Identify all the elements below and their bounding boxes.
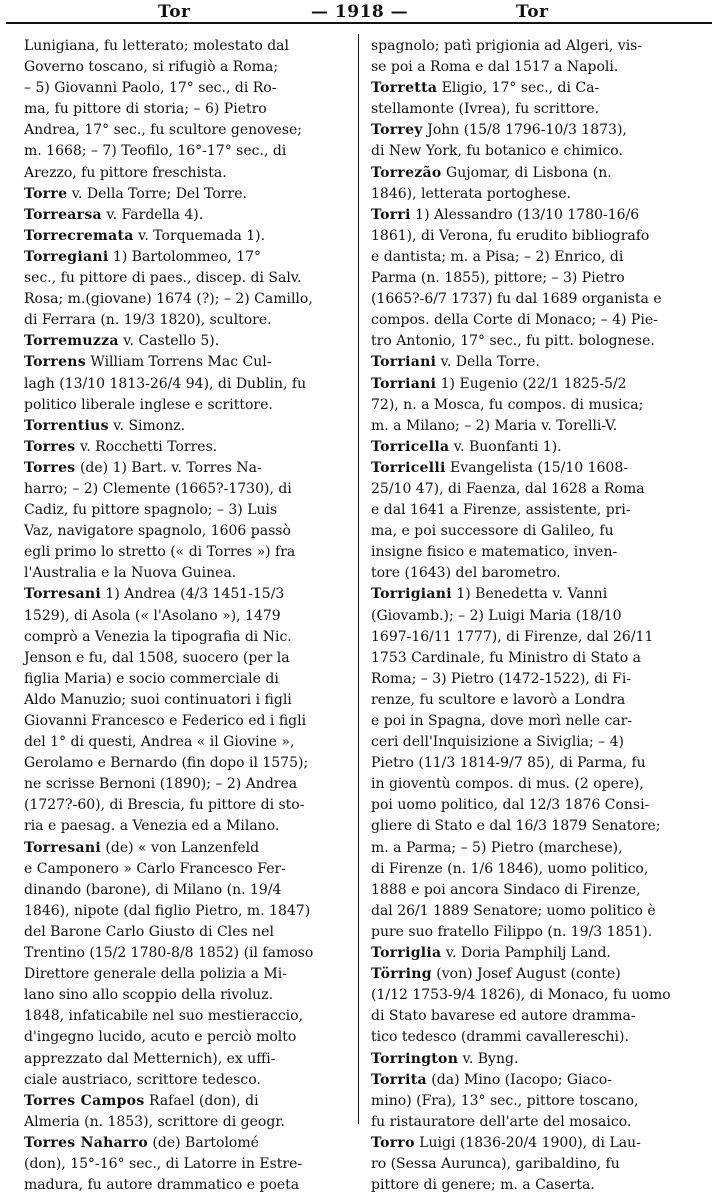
- left-column: [24, 36, 346, 1196]
- entry-text: (1/12 1753-9/4 1826), di Monaco, fu uomo: [371, 987, 671, 1004]
- entry-headword: Torricelli: [371, 459, 446, 476]
- text-line: [371, 1112, 693, 1133]
- text-line: [24, 352, 346, 373]
- entry-text: 72), n. a Mosca, fu compos. di musica;: [371, 396, 644, 413]
- text-line: [371, 1154, 693, 1175]
- entry-text: Roma; – 3) Pietro (1472-1522), di Fi-: [371, 670, 632, 687]
- text-line: [24, 36, 346, 57]
- entry-text: (1665?-6/7 1737) fu dal 1689 organista e: [371, 291, 662, 308]
- entry-text: in gioventù compos. di mus. (2 opere),: [371, 776, 644, 793]
- entry-headword: Torretta: [371, 80, 438, 97]
- text-line: [371, 627, 693, 648]
- text-line: [24, 753, 346, 774]
- entry-text: William Torrens Mac Cul-: [85, 354, 272, 371]
- header-rule: [6, 22, 712, 24]
- entry-text: ro (Sessa Aurunca), garibaldino, fu: [371, 1155, 620, 1172]
- text-line: [371, 78, 693, 99]
- entry-text: tore (1643) del barometro.: [371, 565, 561, 582]
- entry-text: v. Della Torre; Del Torre.: [67, 185, 247, 202]
- entry-text: tro Antonio, 17° sec., fu pitt. bolognese.: [371, 333, 655, 350]
- running-head-right: Tor: [516, 2, 549, 22]
- entry-text: – 5) Giovanni Paolo, 17° sec., di Ro-: [24, 80, 277, 97]
- entry-text: di New York, fu botanico e chimico.: [371, 143, 623, 160]
- entry-text: tico tedesco (drammi cavallereschi).: [371, 1029, 629, 1046]
- entry-text: ciale austriaco, scrittore tedesco.: [24, 1071, 261, 1088]
- text-line: [24, 1049, 346, 1070]
- text-line: [371, 795, 693, 816]
- entry-text: 1861), di Verona, fu erudito bibliografo: [371, 227, 650, 244]
- text-line: [371, 268, 693, 289]
- text-line: [371, 964, 693, 985]
- entry-text: poi uomo politico, dal 12/3 1876 Consi-: [371, 797, 650, 814]
- entry-text: v. Torquemada 1).: [133, 227, 266, 244]
- entry-headword: Torrezão: [371, 164, 442, 181]
- text-line: [371, 669, 693, 690]
- entry-text: fu ristauratore dell'arte del mosaico.: [371, 1113, 632, 1130]
- entry-text: sec., fu pittore di paes., discep. di Salv.: [24, 270, 302, 287]
- entry-text: Governo toscano, si rifugiò a Roma;: [24, 59, 279, 76]
- entry-text: mino) (Fra), 13° sec., pittore toscano,: [371, 1092, 639, 1109]
- entry-text: (don), 15°-16° sec., di Latorre in Estre-: [24, 1155, 303, 1172]
- text-line: [371, 1091, 693, 1112]
- entry-text: di Ferrara (n. 19/3 1820), scultore.: [24, 312, 272, 329]
- entry-text: v. Buonfanti 1).: [449, 438, 562, 455]
- text-line: [24, 521, 346, 542]
- text-line: [24, 437, 346, 458]
- entry-text: politico liberale inglese e scrittore.: [24, 396, 273, 413]
- text-line: [24, 690, 346, 711]
- entry-text: Gujomar, di Lisbona (n.: [441, 164, 612, 181]
- entry-text: Jenson e fu, dal 1508, suocero (per la: [24, 649, 290, 666]
- entry-text: m. 1668; – 7) Teofilo, 16°-17° sec., di: [24, 143, 287, 160]
- entry-headword: Torres Campos: [24, 1092, 145, 1109]
- entry-text: v. Simonz.: [108, 417, 186, 434]
- text-line: [24, 374, 346, 395]
- text-line: [24, 395, 346, 416]
- text-line: [371, 732, 693, 753]
- text-line: [371, 395, 693, 416]
- text-line: [371, 205, 693, 226]
- text-line: [371, 521, 693, 542]
- entry-text: Almeria (n. 1853), scrittore di geogr.: [24, 1113, 285, 1130]
- entry-text: (de) 1) Bart. v. Torres Na-: [75, 459, 262, 476]
- entry-headword: Torregiani: [24, 248, 109, 265]
- entry-text: Arezzo, fu pittore freschista.: [24, 164, 227, 181]
- text-line: [371, 331, 693, 352]
- text-line: [24, 1027, 346, 1048]
- text-line: [24, 268, 346, 289]
- entry-text: 1) Bartolommeo, 17°: [108, 248, 262, 265]
- entry-text: 1753 Cardinale, fu Ministro di Stato a: [371, 649, 641, 666]
- entry-text: dinando (barone), di Milano (n. 19/4: [24, 881, 282, 898]
- text-line: [24, 120, 346, 141]
- entry-headword: Torriani: [371, 354, 437, 371]
- entry-text: m. a Parma; – 5) Pietro (marchese),: [371, 839, 623, 856]
- entry-text: apprezzato dal Metternich), ex uffi-: [24, 1050, 276, 1067]
- text-line: [24, 922, 346, 943]
- text-line: [24, 901, 346, 922]
- entry-text: ceri dell'Inquisizione a Siviglia; – 4): [371, 734, 624, 751]
- text-line: [371, 247, 693, 268]
- text-line: [24, 774, 346, 795]
- text-line: [371, 901, 693, 922]
- text-line: [371, 99, 693, 120]
- text-line: [371, 437, 693, 458]
- entry-headword: Torricella: [371, 438, 450, 455]
- text-line: [24, 627, 346, 648]
- text-line: [24, 184, 346, 205]
- text-line: [371, 141, 693, 162]
- entry-headword: Torrens: [24, 354, 86, 371]
- entry-text: di Stato bavarese ed autore dramma-: [371, 1008, 636, 1025]
- text-line: [24, 331, 346, 352]
- text-line: [24, 289, 346, 310]
- entry-text: del 1° di questi, Andrea « il Giovine »,: [24, 734, 295, 751]
- text-line: [24, 542, 346, 563]
- entry-headword: Torriani: [371, 375, 437, 392]
- text-line: [371, 57, 693, 78]
- text-line: [24, 163, 346, 184]
- entry-text: Rafael (don), di: [144, 1092, 259, 1109]
- text-line: [24, 648, 346, 669]
- entry-text: 25/10 47), di Faenza, dal 1628 a Roma: [371, 480, 645, 497]
- entry-text: del Barone Carlo Giusto di Cles nel: [24, 923, 274, 940]
- text-line: [371, 584, 693, 605]
- text-line: [24, 606, 346, 627]
- text-line: [24, 226, 346, 247]
- entry-headword: Torri: [371, 206, 411, 223]
- text-line: [371, 985, 693, 1006]
- text-line: [24, 99, 346, 120]
- text-line: [24, 247, 346, 268]
- text-line: [371, 1175, 693, 1196]
- entry-headword: Torrentius: [24, 417, 109, 434]
- text-line: [371, 816, 693, 837]
- entry-text: e Camponero » Carlo Francesco Fer-: [24, 860, 286, 877]
- text-line: [371, 352, 693, 373]
- entry-text: (de) Bartolomé: [147, 1134, 259, 1151]
- entry-text: insigne fisico e matematico, inven-: [371, 544, 618, 561]
- entry-text: Rosa; m.(giovane) 1674 (?); – 2) Camillo,: [24, 291, 313, 308]
- text-line: [24, 859, 346, 880]
- entry-text: (da) Mino (Iacopo; Giaco-: [426, 1071, 612, 1088]
- entry-headword: Torrington: [371, 1050, 459, 1067]
- entry-text: 1) Benedetta v. Vanni: [451, 586, 608, 603]
- entry-text: v. Rocchetti Torres.: [75, 438, 218, 455]
- entry-text: Gerolamo e Bernardo (fin dopo il 1575);: [24, 755, 309, 772]
- text-line: [371, 563, 693, 584]
- text-line: [24, 1006, 346, 1027]
- text-line: [371, 838, 693, 859]
- entry-text: lagh (13/10 1813-26/4 94), di Dublin, fu: [24, 375, 307, 392]
- right-column: [371, 36, 693, 1196]
- entry-text: e dal 1641 a Firenze, assistente, pri-: [371, 502, 631, 519]
- entry-text: di Firenze (n. 1/6 1846), uomo politico,: [371, 860, 649, 877]
- entry-text: 1) Andrea (4/3 1451-15/3: [100, 586, 285, 603]
- text-line: [371, 289, 693, 310]
- text-line: [24, 416, 346, 437]
- entry-text: e poi in Spagna, dove morì nelle car-: [371, 713, 633, 729]
- column-divider: [358, 34, 359, 1124]
- entry-text: v. Byng.: [458, 1050, 519, 1067]
- entry-headword: Torre: [24, 185, 68, 202]
- entry-text: ma, e poi successore di Galileo, fu: [371, 523, 614, 540]
- text-line: [24, 985, 346, 1006]
- text-line: [371, 922, 693, 943]
- text-line: [24, 880, 346, 901]
- text-line: [371, 690, 693, 711]
- entry-text: 1697-16/11 1777), di Firenze, dal 26/11: [371, 628, 654, 645]
- entry-text: Vaz, navigatore spagnolo, 1606 passò: [24, 523, 291, 540]
- text-line: [24, 1091, 346, 1112]
- text-line: [371, 859, 693, 880]
- entry-text: pure suo fratello Filippo (n. 19/3 1851).: [371, 923, 653, 940]
- entry-text: m. a Milano; – 2) Maria v. Torelli-V.: [371, 417, 618, 434]
- entry-text: (von) Josef August (conte): [431, 966, 621, 983]
- entry-text: spagnolo; patì prigionia ad Algeri, vis-: [371, 38, 643, 54]
- entry-headword: Torres Naharro: [24, 1134, 148, 1151]
- text-line: [24, 78, 346, 99]
- text-line: [24, 57, 346, 78]
- text-line: [24, 943, 346, 964]
- entry-text: 1846), letterata portoghese.: [371, 185, 572, 202]
- entry-text: Andrea, 17° sec., fu scultore genovese;: [24, 122, 302, 139]
- text-line: [371, 1133, 693, 1154]
- text-line: [24, 964, 346, 985]
- text-line: [371, 774, 693, 795]
- entry-text: Luigi (1836-20/4 1900), di Lau-: [414, 1134, 641, 1151]
- text-line: [24, 1154, 346, 1175]
- entry-text: Cadiz, fu pittore spagnolo; – 3) Luis: [24, 502, 278, 519]
- text-line: [24, 732, 346, 753]
- entry-text: (de) « von Lanzenfeld: [100, 839, 260, 856]
- entry-text: ria e paesag. a Venezia ed a Milano.: [24, 818, 280, 835]
- entry-text: Parma (n. 1855), pittore; – 3) Pietro: [371, 270, 625, 287]
- entry-text: v. Fardella 4).: [101, 206, 204, 223]
- entry-text: 1529), di Asola (« l'Asolano »), 1479: [24, 607, 281, 624]
- text-line: [371, 500, 693, 521]
- entry-headword: Torrigiani: [371, 586, 452, 603]
- text-line: [24, 563, 346, 584]
- text-line: [24, 1070, 346, 1091]
- entry-text: pittore di genere; m. a Caserta.: [371, 1177, 595, 1194]
- entry-text: madura, fu autore drammatico e poeta: [24, 1177, 300, 1194]
- text-line: [24, 816, 346, 837]
- text-line: [24, 458, 346, 479]
- entry-text: lano sino allo scoppio della rivoluz.: [24, 987, 274, 1004]
- text-line: [371, 374, 693, 395]
- entry-text: (1727?-60), di Brescia, fu pittore di sto-: [24, 797, 305, 814]
- running-head-left: Tor: [158, 2, 191, 22]
- text-line: [24, 205, 346, 226]
- entry-text: harro; – 2) Clemente (1665?-1730), di: [24, 480, 292, 497]
- entry-text: dal 26/1 1889 Senatore; uomo politico è: [371, 902, 656, 919]
- entry-text: v. Doria Pamphilj Land.: [441, 945, 611, 962]
- entry-text: e dantista; m. a Pisa; – 2) Enrico, di: [371, 248, 624, 265]
- entry-text: comprò a Venezia la tipografia di Nic.: [24, 628, 292, 645]
- text-line: [371, 310, 693, 331]
- text-line: [24, 310, 346, 331]
- entry-headword: Torrearsa: [24, 206, 102, 223]
- text-line: [371, 542, 693, 563]
- entry-text: ma, fu pittore di storia; – 6) Pietro: [24, 101, 267, 118]
- entry-text: John (15/8 1796-10/3 1873),: [422, 122, 627, 139]
- entry-text: Trentino (15/2 1780-8/8 1852) (il famoso: [24, 945, 314, 962]
- text-line: [24, 500, 346, 521]
- entry-text: Pietro (11/3 1814-9/7 85), di Parma, fu: [371, 755, 646, 772]
- entry-text: Eligio, 17° sec., di Ca-: [437, 80, 600, 97]
- entry-text: stellamonte (Ivrea), fu scrittore.: [371, 101, 600, 118]
- text-line: [371, 648, 693, 669]
- text-line: [24, 711, 346, 732]
- entry-text: l'Australia e la Nuova Guinea.: [24, 565, 237, 582]
- text-line: [371, 226, 693, 247]
- entry-text: v. Della Torre.: [436, 354, 540, 371]
- entry-text: 1846), nipote (dal figlio Pietro, m. 1847): [24, 902, 311, 919]
- text-line: [24, 141, 346, 162]
- entry-headword: Torrecremata: [24, 227, 134, 244]
- entry-text: v. Castello 5).: [118, 333, 220, 350]
- text-line: [371, 1027, 693, 1048]
- entry-text: 1848, infaticabile nel suo mestieraccio,: [24, 1008, 304, 1025]
- text-line: [371, 1049, 693, 1070]
- entry-text: ne scrisse Bernoni (1890); – 2) Andrea: [24, 776, 298, 793]
- text-line: [371, 458, 693, 479]
- text-line: [371, 711, 693, 732]
- entry-headword: Torrita: [371, 1071, 427, 1088]
- text-line: [371, 163, 693, 184]
- text-line: [24, 1133, 346, 1154]
- text-line: [371, 1070, 693, 1091]
- text-line: [371, 184, 693, 205]
- entry-headword: Törring: [371, 966, 432, 983]
- text-line: [371, 479, 693, 500]
- entry-headword: Torres: [24, 459, 76, 476]
- entry-headword: Torremuzza: [24, 333, 119, 350]
- entry-text: gliere di Stato e dal 16/3 1879 Senatore;: [371, 818, 661, 835]
- entry-headword: Torres: [24, 438, 76, 455]
- entry-text: Direttore generale della polizia a Mi-: [24, 966, 287, 983]
- entry-text: compos. della Corte di Monaco; – 4) Pie-: [371, 312, 658, 329]
- entry-text: se poi a Roma e dal 1517 a Napoli.: [371, 59, 619, 76]
- text-line: [24, 1175, 346, 1196]
- text-line: [24, 479, 346, 500]
- entry-headword: Torro: [371, 1134, 415, 1151]
- entry-text: renze, fu scultore e lavorò a Londra: [371, 691, 626, 708]
- entry-text: Lunigiana, fu letterato; molestato dal: [24, 38, 289, 54]
- text-line: [371, 753, 693, 774]
- text-line: [371, 36, 693, 57]
- text-line: [371, 880, 693, 901]
- text-line: [24, 838, 346, 859]
- text-line: [371, 1006, 693, 1027]
- entry-text: 1) Eugenio (22/1 1825-5/2: [436, 375, 627, 392]
- text-line: [371, 606, 693, 627]
- entry-headword: Torresani: [24, 586, 101, 603]
- text-line: [371, 120, 693, 141]
- entry-text: 1) Alessandro (13/10 1780-16/6: [410, 206, 640, 223]
- entry-text: Aldo Manuzio; suoi continuatori i figli: [24, 691, 292, 708]
- entry-headword: Torresani: [24, 839, 101, 856]
- page-number: — 1918 —: [311, 2, 409, 22]
- text-line: [24, 584, 346, 605]
- text-line: [24, 795, 346, 816]
- entry-text: Evangelista (15/10 1608-: [445, 459, 628, 476]
- entry-text: figlia Maria) e socio commerciale di: [24, 670, 279, 687]
- entry-text: 1888 e poi ancora Sindaco di Firenze,: [371, 881, 641, 898]
- entry-text: d'ingegno lucido, acuto e perciò molto: [24, 1029, 297, 1046]
- text-line: [24, 669, 346, 690]
- entry-headword: Torrey: [371, 122, 423, 139]
- page-header: [6, 0, 712, 24]
- text-line: [24, 1112, 346, 1133]
- entry-text: Giovanni Francesco e Federico ed i figli: [24, 713, 307, 729]
- entry-text: (Giovamb.); – 2) Luigi Maria (18/10: [371, 607, 622, 624]
- text-line: [371, 943, 693, 964]
- entry-headword: Torriglia: [371, 945, 442, 962]
- entry-text: egli primo lo stretto (« di Torres ») fra: [24, 544, 296, 561]
- text-line: [371, 416, 693, 437]
